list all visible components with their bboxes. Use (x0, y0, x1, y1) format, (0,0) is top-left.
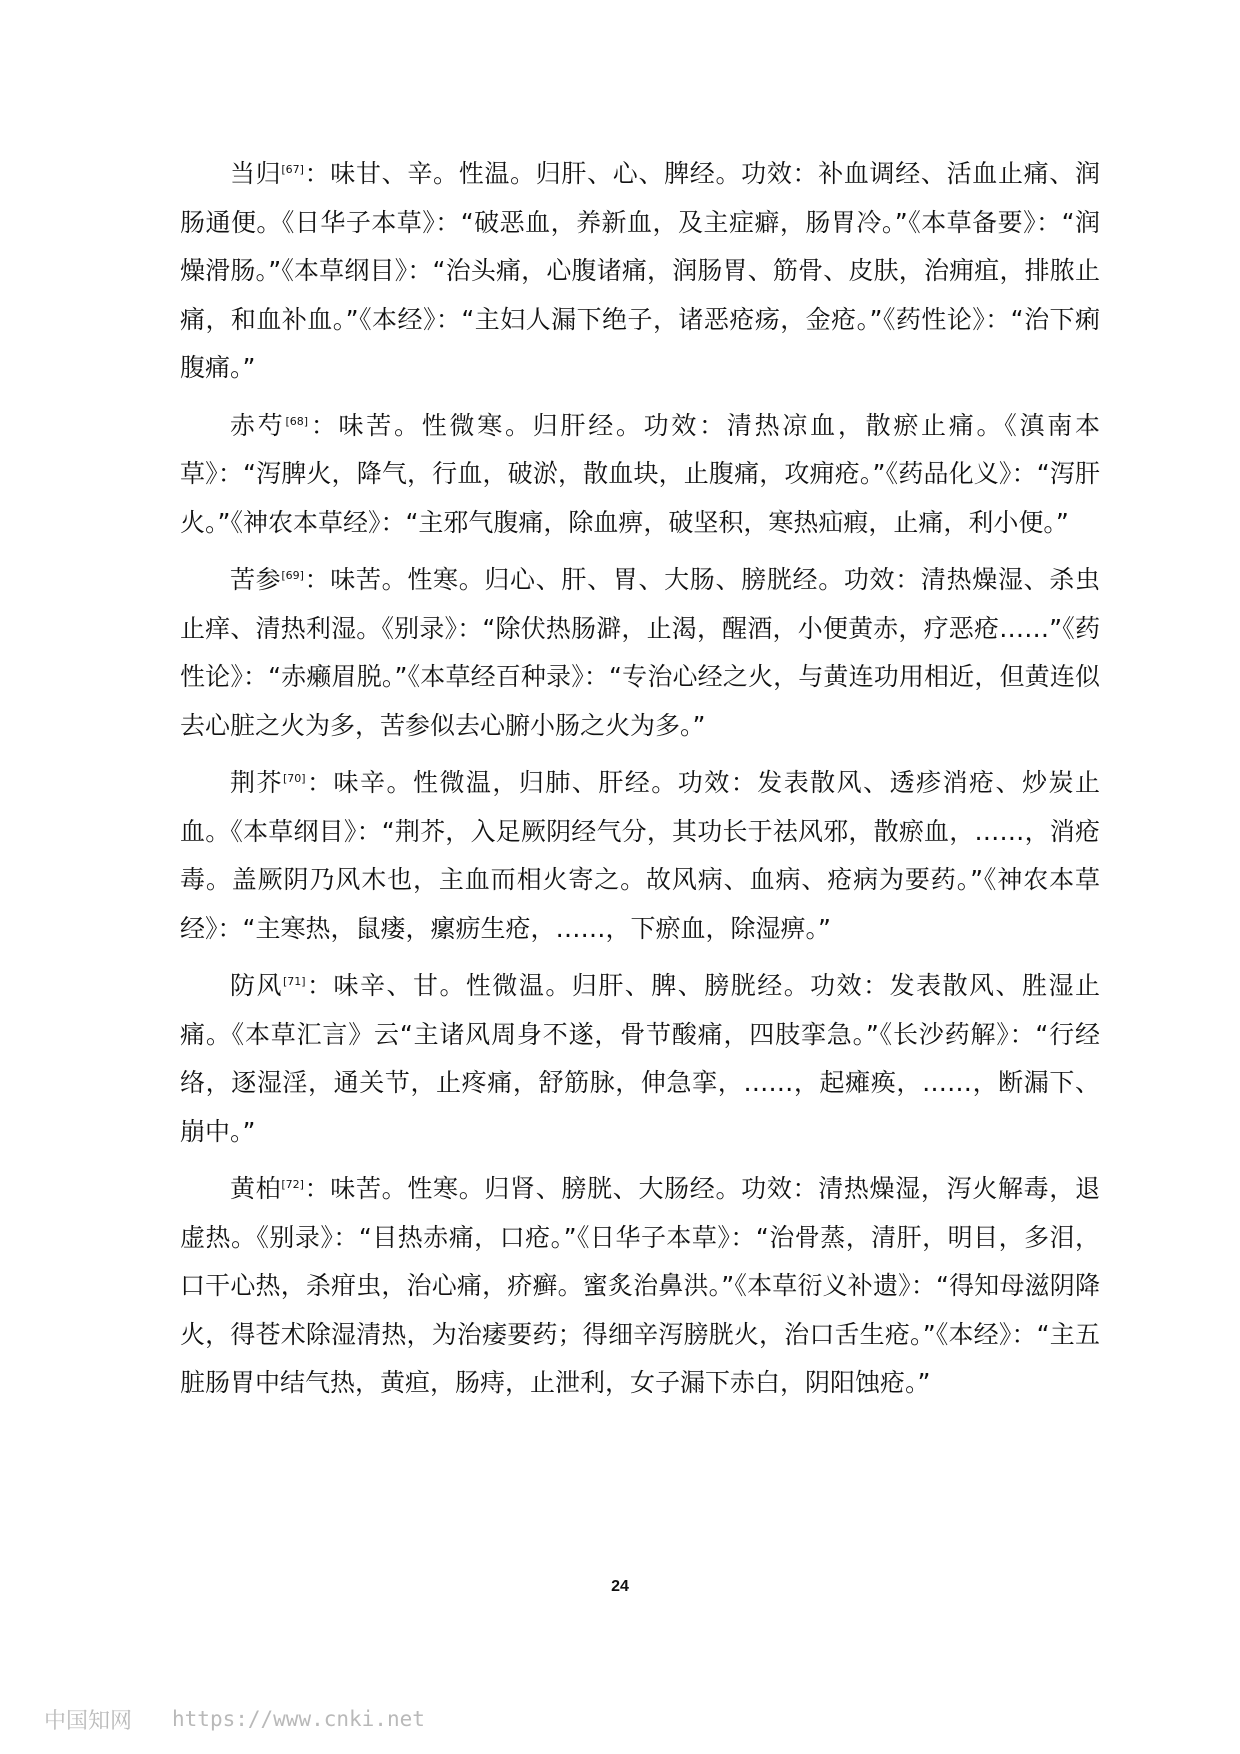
watermark-url: https://www.cnki.net (172, 1707, 425, 1731)
paragraph-kushen (180, 556, 1100, 750)
paragraph-jingjie (180, 759, 1100, 953)
citation-marker: [70] (282, 772, 306, 785)
paragraph-text: ：味甘、辛。性温。归肝、心、脾经。功效：补血调经、活血止痛、润肠通便。《日华子本草》：“破恶血，养新血，及主症癖，肠胃冷。”《本草备要》：“润燥滑肠。”《本草纲目》：“治头痛，心腹诸痛，润肠胃、筋骨、皮肤，治痈疽，排脓止痛，和血补血。”《本经》：“主妇人漏下绝子，诸恶疮疡，金疮。”《药性论》：“治下痢腹痛。” (180, 159, 1100, 382)
citation-marker: [72] (281, 1178, 304, 1191)
herb-name: 赤芍 (230, 410, 286, 440)
paragraph-danggui (180, 150, 1100, 393)
citation-marker: [68] (285, 414, 309, 428)
herb-name: 当归 (230, 159, 282, 188)
paragraph-text: ：味苦。性寒。归肾、膀胱、大肠经。功效：清热燥湿，泻火解毒，退虚热。《别录》：“目热赤痛，口疮。”《日华子本草》：“治骨蒸，清肝，明目，多泪，口干心热，杀疳虫，治心痛，疥癣。蜜炙治鼻洪。”《本草衍义补遗》：“得知母滋阴降火，得苍术除湿清热，为治痿要药；得细辛泻膀胱火，治口舌生疮。”《本经》：“主五脏肠胃中结气热，黄疸，肠痔，止泄利，女子漏下赤白，阴阳蚀疮。” (180, 1174, 1100, 1397)
herb-name: 防风 (230, 971, 283, 1000)
paragraph-huangbai (180, 1165, 1100, 1408)
herb-name: 苦参 (230, 565, 282, 594)
page-number: 24 (611, 1578, 629, 1595)
paragraph-fangfeng (180, 962, 1100, 1156)
paragraph-text: ：味苦。性微寒。归肝经。功效：清热凉血，散瘀止痛。《滇南本草》：“泻脾火，降气，行血，破淤，散血块，止腹痛，攻痈疮。”《药品化义》：“泻肝火。”《神农本草经》：“主邪气腹痛，除血痹，破坚积，寒热疝瘕，止痛，利小便。” (180, 410, 1100, 537)
citation-marker: [67] (281, 163, 304, 176)
watermark-site-name: 中国知网 (44, 1708, 133, 1734)
paragraph-chishao (180, 402, 1100, 548)
citation-marker: [71] (282, 975, 306, 988)
paragraph-text: ：味辛、甘。性微温。归肝、脾、膀胱经。功效：发表散风、胜湿止痛。《本草汇言》云“主诸风周身不遂，骨节酸痛，四肢挛急。”《长沙药解》：“行经络，逐湿淫，通关节，止疼痛，舒筋脉，伸急挛，……，起瘫痪，……，断漏下、崩中。” (180, 971, 1100, 1146)
paragraph-text: ：味苦。性寒。归心、肝、胃、大肠、膀胱经。功效：清热燥湿、杀虫止痒、清热利湿。《别录》：“除伏热肠澼，止渴，醒酒，小便黄赤，疗恶疮……”《药性论》：“赤癞眉脱。”《本草经百种录》：“专治心经之火，与黄连功用相近，但黄连似去心脏之火为多，苦参似去心腑小肠之火为多。” (180, 565, 1100, 740)
herb-name: 黄柏 (230, 1174, 282, 1203)
body-text (180, 150, 1100, 1417)
citation-marker: [69] (281, 569, 304, 582)
paragraph-text: ：味辛。性微温，归肺、肝经。功效：发表散风、透疹消疮、炒炭止血。《本草纲目》：“荆芥，入足厥阴经气分，其功长于祛风邪，散瘀血，……，消疮毒。盖厥阴乃风木也，主血而相火寄之。故风病、血病、疮病为要药。”《神农本草经》：“主寒热，鼠瘘，瘰疬生疮，……，下瘀血，除湿痹。” (180, 768, 1100, 943)
watermark (44, 1705, 425, 1733)
herb-name: 荆芥 (230, 768, 283, 797)
